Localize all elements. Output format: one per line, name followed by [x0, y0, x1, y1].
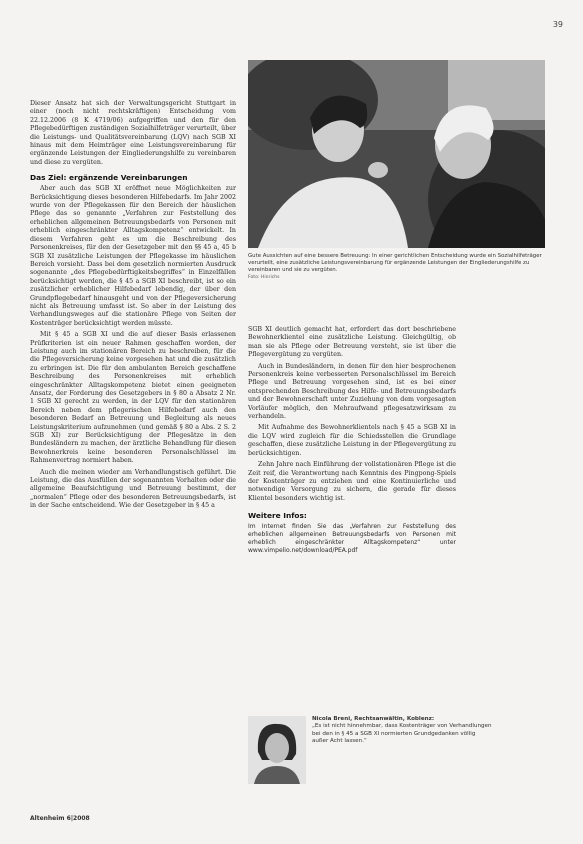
right-paragraph-2: Auch in Bundesländern, in denen für den hier besprochenen Personenkreis keine verbesserten Personalschlüssel im Bereich Pflege und Betreuung vorgesehen sind, ist es bei einer entsprechenden Beschreibung des Hilfe- und Betreuungsbedarfs und der Bewohnerschaft unter Zuziehung von dem vorgesagten Vorläufer möglich, den Mehraufwand pflegesatzwirksam zu verhandeln. [248, 362, 456, 421]
author-portrait [248, 716, 306, 784]
article-photo [248, 60, 545, 248]
right-paragraph-4: Zehn Jahre nach Einführung der vollstationären Pflege ist die Zeit reif, die Verantwortung nach Kenntnis des Pingpong-Spiels der Kostenträger zu entziehen und eine Kontinuierliche und notwendige Versorgung zu sichern, die gerade für dieses Klientel besonders wichtig ist. [248, 461, 456, 502]
left-column [30, 100, 236, 514]
portrait-illustration [248, 716, 306, 784]
photo-illustration [248, 60, 545, 248]
author-box [248, 716, 538, 788]
photo-caption [248, 253, 546, 281]
author-name: Nicola Breni, Rechtsanwältin, Koblenz: [312, 716, 435, 722]
photo-credit: Foto: Hinrichs [248, 275, 280, 281]
right-paragraph-1: SGB XI deutlich gemacht hat, erfordert das dort beschriebene Bewohnerklientel eine zusätzliche Leistung. Gleichgültig, ob man sie als Pflege oder Betreuung versteht, sie ist über die Pflegevergütung zu vergüten. [248, 326, 456, 359]
footer-label: Altenheim 6|2008 [30, 815, 90, 822]
intro-paragraph: Dieser Ansatz hat sich der Verwaltungsgericht Stuttgart in einer (noch nicht rechtskräftigen) Entscheidung vom 22.12.2006 (8 K 4719/06) aufgegriffen und den für den Pflegebedürftigen zuständigen Sozialhilfeträger verurteilt, über die Leistungs- und Qualitätsvereinbarung (LQV) nach SGB XI hinaus mit dem Heimträger eine Leistungsvereinbarung für ergänzende Leistungen der Eingliederungshilfe zu vereinbaren und diese zu vergüten. [30, 100, 236, 166]
page-number: 39 [552, 20, 563, 29]
body-paragraph-2: Mit § 45 a SGB XI und die auf dieser Basis erlassenen Prüfkriterien ist ein neuer Rahmen geschaffen worden, der Leistung auch im stationären Bereich zu beschreiben, für die die Pflegeversicherung keine vorgesehen hat und die zusätzlich zu erbringen ist. Die für den ambulanten Bereich geschaffene Beschreibung des Personenkreises mit erheblich eingeschränkter Alltagskompetenz bietet einen geeigneten Ansatz, der Forderung des Gesetzgebers in § 80 a Absatz 2 Nr. 1 SGB XI gerecht zu werden, in der LQV für den stationären Bereich neben dem pflegerischen Hilfebedarf auch den besonderen Bedarf an Betreuung und Begleitung als neues Leistungskriterium aufzunehmen (und gemäß § 80 a Abs. 2 S. 2 SGB XI) zur Berücksichtigung der Pflegesätze in den Bundesländern zu machen, der ärztliche Behandlung für diesen Bewohnerkreis keine besonderen Personalschlüssel im Rahmenvertrag normiert haben. [30, 331, 236, 465]
author-quote [312, 716, 492, 746]
body-paragraph-1: Aber auch das SGB XI eröffnet neue Möglichkeiten zur Berücksichtigung dieses besonderen Hilfebedarfs. Im Jahr 2002 wurde von der Pflegekassen für den Bereich der häuslichen Pflege das so genannte „Verfahren zur Feststellung des erheblichen allgemeinen Betreuungsbedarfs von Personen mit erheblich eingeschränkter Alltagskompetenz“ entwickelt. In diesem Verfahren geht es um die Beschreibung des Personenkreises, für den der Gesetzgeber mit den §§ 45 a, 45 b SGB XI zusätzliche Leistungen der Pflegekasse im häuslichen Bereich vorsieht. Dass bei dem gesetzlich normierten Ausdruck sogenannte „des Pflegebedürftigkeitsbegriffes“ in Einzelfällen berücksichtigt werden, die § 45 a SGB XI beschreibt, ist so ein zusätzlicher erheblicher Hilfebedarf lebendig, der über den Grundpflegebedarf hinausgeht und von der Pflegeversicherung nicht als Betreuung umfasst ist. So aber in der Leistung des Verhandlungsweges auf die stationäre Pflege von Seiten der Kostenträger berücksichtigt werden müsste. [30, 185, 236, 327]
caption-text: Gute Aussichten auf eine bessere Betreuung: In einer gerichtlichen Entscheidung wurde ein Sozialhilfeträger verurteilt, eine zusätzliche Leistungsvereinbarung für ergänzende Leistungen der Eingliederungshilfe zu vereinbaren und sie zu vergüten. [248, 253, 542, 274]
body-paragraph-3: Auch die meinen wieder am Verhandlungstisch geführt. Die Leistung, die das Ausfüllen der sogenannten Vorhalten oder die allgemeine Beaufsichtigung und Betreuung bestimmt, der „normalen“ Pflege oder des besonderen Betreuungsbedarfs, ist in der Sache entscheidend. Wie der Gesetzgeber in § 45 a [30, 468, 236, 510]
section-heading: Das Ziel: ergänzende Vereinbarungen [30, 173, 188, 183]
info-heading: Weitere Infos: [248, 511, 307, 521]
right-column [248, 326, 456, 555]
info-text: Im Internet finden Sie das „Verfahren zur Feststellung des erheblichen allgemeinen Betreuungsbedarfs von Personen mit erheblich eingeschränkter Alltagskompetenz“ unter www.vimpelio.net/download/PEA.pdf [248, 523, 456, 555]
quote-text: „Es ist nicht hinnehmbar, dass Kostenträger von Verhandlungen bei den in § 45 a SGB XI normierten Grundgedanken völlig außer Acht lassen.“ [312, 723, 492, 745]
right-paragraph-3: Mit Aufnahme des Bewohnerklientels nach § 45 a SGB XI in die LQV wird zugleich für die Schiedsstellen die Grundlage geschaffen, diese zusätzliche Leistung in der Pflegevergütung zu berücksichtigen. [248, 424, 456, 457]
